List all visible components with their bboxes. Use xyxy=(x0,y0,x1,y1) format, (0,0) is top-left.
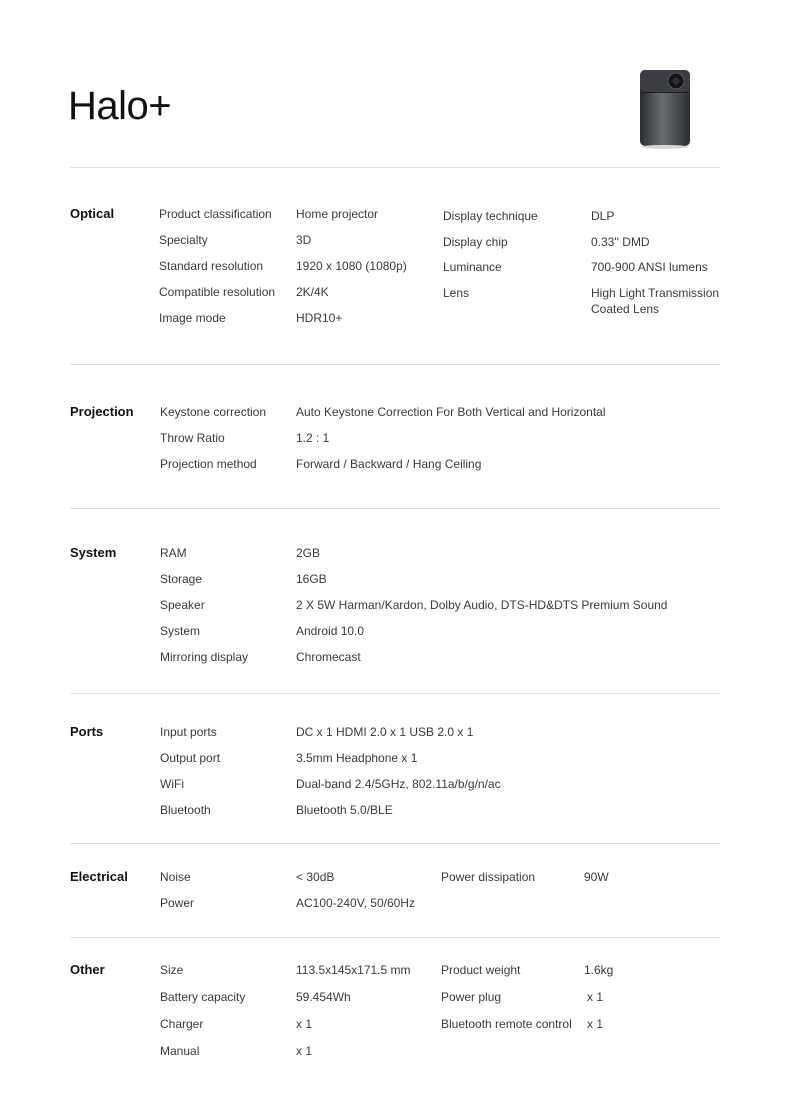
section-title-electrical: Electrical xyxy=(70,869,128,884)
spec-label: Display technique xyxy=(443,209,538,223)
spec-label: Bluetooth xyxy=(160,803,211,817)
spec-label: Power xyxy=(160,896,195,910)
spec-value: 1920 x 1080 (1080p) xyxy=(296,259,407,273)
spec-label: Input ports xyxy=(160,725,217,739)
spec-value: Android 10.0 xyxy=(296,624,365,638)
spec-label: Throw Ratio xyxy=(160,431,225,445)
spec-label: Projection method xyxy=(160,457,257,471)
spec-label: Keystone correction xyxy=(160,405,267,419)
spec-value: x 1 xyxy=(587,990,604,1004)
spec-value: < 30dB xyxy=(296,870,335,884)
spec-value: x 1 xyxy=(587,1017,604,1031)
spec-value: DC x 1 HDMI 2.0 x 1 USB 2.0 x 1 xyxy=(296,725,474,739)
divider xyxy=(70,364,720,365)
spec-value: x 1 xyxy=(296,1044,313,1058)
page-title: Halo+ xyxy=(68,84,172,128)
spec-value: 0.33'' DMD xyxy=(591,235,650,249)
spec-value: 2 X 5W Harman/Kardon, Dolby Audio, DTS-HD&DTS Premium Sound xyxy=(296,598,668,612)
spec-value: 700-900 ANSI lumens xyxy=(591,260,708,274)
section-title-ports: Ports xyxy=(70,724,104,739)
spec-value: x 1 xyxy=(296,1017,313,1031)
spec-label: Size xyxy=(160,963,184,977)
section-title-system: System xyxy=(70,545,117,560)
spec-value: 3D xyxy=(296,233,312,247)
spec-label: WiFi xyxy=(160,777,184,791)
spec-label: Standard resolution xyxy=(159,259,264,273)
spec-label: Luminance xyxy=(443,260,502,274)
divider xyxy=(70,843,720,844)
spec-value: Bluetooth 5.0/BLE xyxy=(296,803,393,817)
spec-value: Forward / Backward / Hang Ceiling xyxy=(296,457,482,471)
section-title-projection: Projection xyxy=(70,404,134,419)
spec-value: High Light Transmission Coated Lens xyxy=(591,286,720,316)
spec-label: Product classification xyxy=(159,207,272,221)
projector-image xyxy=(638,66,692,150)
spec-value: 1.6kg xyxy=(584,963,614,977)
spec-value: Chromecast xyxy=(296,650,361,664)
spec-label: Manual xyxy=(160,1044,200,1058)
spec-label: Display chip xyxy=(443,235,508,249)
spec-value: Home projector xyxy=(296,207,379,221)
spec-value: 90W xyxy=(584,870,609,884)
spec-label: Output port xyxy=(160,751,221,765)
spec-value: 2GB xyxy=(296,546,321,560)
spec-value: HDR10+ xyxy=(296,311,343,325)
section-title-optical: Optical xyxy=(70,206,115,221)
spec-label: Power dissipation xyxy=(441,870,536,884)
spec-value: 2K/4K xyxy=(296,285,329,299)
spec-label: Battery capacity xyxy=(160,990,246,1004)
spec-value: 16GB xyxy=(296,572,327,586)
spec-value: 3.5mm Headphone x 1 xyxy=(296,751,418,765)
divider xyxy=(70,508,720,509)
spec-label: Charger xyxy=(160,1017,204,1031)
spec-value: 113.5x145x171.5 mm xyxy=(296,963,411,977)
spec-value: 1.2 : 1 xyxy=(296,431,330,445)
spec-value: Dual-band 2.4/5GHz, 802.11a/b/g/n/ac xyxy=(296,777,501,791)
spec-label: Power plug xyxy=(441,990,502,1004)
spec-label: Speaker xyxy=(160,598,205,612)
spec-value: Auto Keystone Correction For Both Vertical and Horizontal xyxy=(296,405,606,419)
divider xyxy=(70,693,720,694)
spec-label: Compatible resolution xyxy=(159,285,276,299)
spec-label: Image mode xyxy=(159,311,226,325)
spec-label: Product weight xyxy=(441,963,521,977)
spec-label: Bluetooth remote control xyxy=(441,1017,572,1031)
section-title-other: Other xyxy=(70,962,105,977)
spec-label: Storage xyxy=(160,572,203,586)
spec-label: Lens xyxy=(443,286,470,300)
spec-value: AC100-240V, 50/60Hz xyxy=(296,896,415,910)
spec-label: System xyxy=(160,624,201,638)
spec-label: RAM xyxy=(160,546,187,560)
spec-label: Noise xyxy=(160,870,191,884)
divider xyxy=(70,937,720,938)
divider xyxy=(70,167,720,168)
spec-label: Specialty xyxy=(159,233,208,247)
spec-value: DLP xyxy=(591,209,615,223)
spec-label: Mirroring display xyxy=(160,650,249,664)
spec-value: 59.454Wh xyxy=(296,990,351,1004)
